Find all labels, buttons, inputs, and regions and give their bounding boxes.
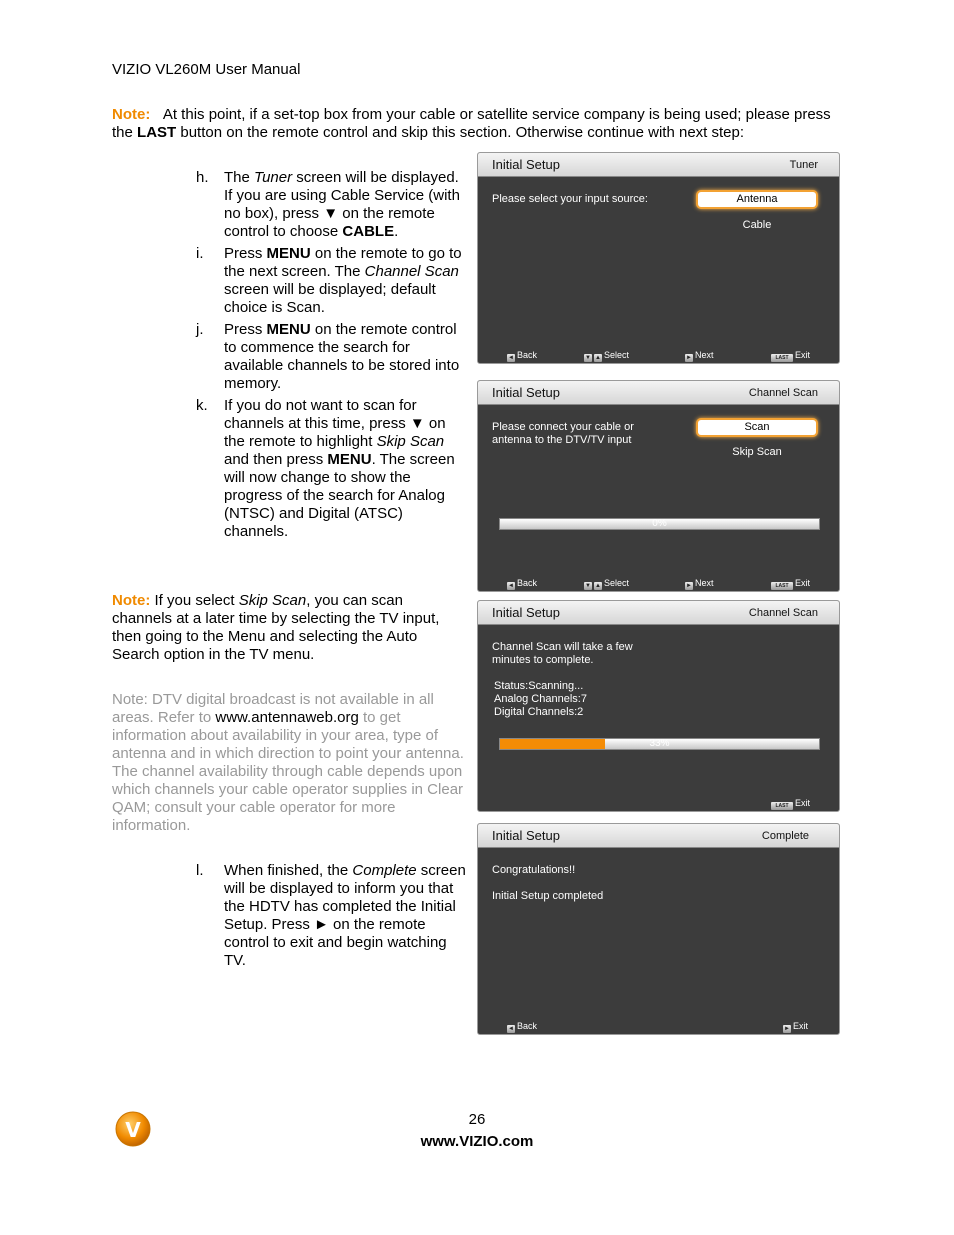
back-hint: ◄ Back	[508, 350, 538, 361]
note-label: Note:	[112, 106, 151, 123]
back-hint: ◄ Back	[508, 1021, 538, 1032]
note-skip-scan: Note: If you select Skip Scan, you can scan channels at a later time by selecting the TV input, then going to the Menu and selecting the Auto Search option in the TV menu.	[112, 592, 440, 663]
complete-screen: Initial Setup Complete Congratulations!! Initial Setup completed ◄ Back ► Exit	[477, 823, 840, 1035]
last-key-icon: LAST	[771, 354, 793, 362]
scan-progress-bar: 33%	[499, 738, 820, 750]
note-dtv-availability: Note: DTV digital broadcast is not available in all areas. Refer to www.antennaweb.org to get information about availability in your area, type of antenna and in which direction to point your antenna. The channel availability through cable depends upon which channels your cable operator supplies in Clear QAM; consult your cable operator for more information.	[112, 691, 464, 834]
option-scan[interactable]: Scan	[698, 420, 816, 435]
step-i: i. Press MENU on the remote to go to the next screen. The Channel Scan screen will be displayed; default choice is Scan.	[196, 245, 462, 316]
screen-header: Initial Setup Channel Scan	[478, 381, 839, 405]
left-key-icon: ◄	[508, 583, 514, 589]
next-hint: ► Next	[686, 350, 714, 361]
manual-title: VIZIO VL260M User Manual	[112, 61, 301, 78]
back-hint: ◄ Back	[508, 578, 538, 589]
tuner-screen: Initial Setup Tuner Please select your input source: Antenna Cable ◄ Back ▼ ▲ Select ► Next LAST Exit	[477, 152, 840, 364]
right-key-icon: ►	[784, 1026, 790, 1032]
channel-scan-screen: Initial Setup Channel Scan Please connect your cable or antenna to the DTV/TV input Scan Skip Scan 0% ◄ Back ▼ ▲ Select ► Next LAST Exit	[477, 380, 840, 592]
scanning-screen: Initial Setup Channel Scan Channel Scan will take a few minutes to complete. Status:Scanning... Analog Channels:7 Digital Channels:2 33% LAST Exit	[477, 600, 840, 812]
exit-hint: LAST Exit	[771, 578, 810, 590]
page-number: 26	[468, 1111, 486, 1128]
screen-header: Initial Setup Tuner	[478, 153, 839, 177]
up-key-icon: ▲	[595, 355, 601, 361]
step-k: k. If you do not want to scan for channels at this time, press ▼ on the remote to highlight Skip Scan and then press MENU. The screen will now change to show the progress of the search for Analog (NTSC) and Digital (ATSC) channels.	[196, 397, 455, 540]
steps-list-upper	[196, 169, 466, 545]
step-h: h. The Tuner screen will be displayed. If you are using Cable Service (with no box), press ▼ on the remote control to choose CABLE.	[196, 169, 460, 240]
option-cable[interactable]: Cable	[742, 219, 772, 231]
select-hint: ▼ ▲ Select	[585, 350, 630, 361]
screen-header: Initial Setup Complete	[478, 824, 839, 848]
left-key-icon: ◄	[508, 1026, 514, 1032]
option-antenna[interactable]: Antenna	[698, 192, 816, 207]
step-l: l. When finished, the Complete screen will be displayed to inform you that the HDTV has completed the Initial Setup. Press ► on the remote control to exit and begin watching TV.	[196, 862, 466, 969]
step-j: j. Press MENU on the remote control to commence the search for available channels to be stored into memory.	[196, 321, 460, 392]
website-link[interactable]: www.VIZIO.com	[420, 1133, 534, 1150]
exit-hint: ► Exit	[784, 1021, 809, 1032]
select-hint: ▼ ▲ Select	[585, 578, 630, 589]
note-set-top-box: Note: At this point, if a set-top box from your cable or satellite service company is being used; please press the LAST button on the remote control and skip this section. Otherwise continue with next step:	[112, 106, 831, 141]
option-skip-scan[interactable]: Skip Scan	[732, 446, 782, 458]
last-key-icon: LAST	[771, 802, 793, 810]
scan-status: Status:Scanning... Analog Channels:7 Digital Channels:2	[494, 680, 587, 718]
next-hint: ► Next	[686, 578, 714, 589]
scan-progress-bar: 0%	[499, 518, 820, 530]
left-key-icon: ◄	[508, 355, 514, 361]
down-key-icon: ▼	[585, 355, 591, 361]
last-key-icon: LAST	[771, 582, 793, 590]
antennaweb-link[interactable]: www.antennaweb.org	[215, 709, 359, 726]
steps-list-lower	[196, 862, 466, 974]
exit-hint: LAST Exit	[771, 798, 810, 810]
right-key-icon: ►	[686, 355, 692, 361]
svg-text:V: V	[125, 1118, 141, 1142]
down-key-icon: ▼	[585, 583, 591, 589]
exit-hint: LAST Exit	[771, 350, 810, 362]
right-key-icon: ►	[686, 583, 692, 589]
up-key-icon: ▲	[595, 583, 601, 589]
screen-header: Initial Setup Channel Scan	[478, 601, 839, 625]
